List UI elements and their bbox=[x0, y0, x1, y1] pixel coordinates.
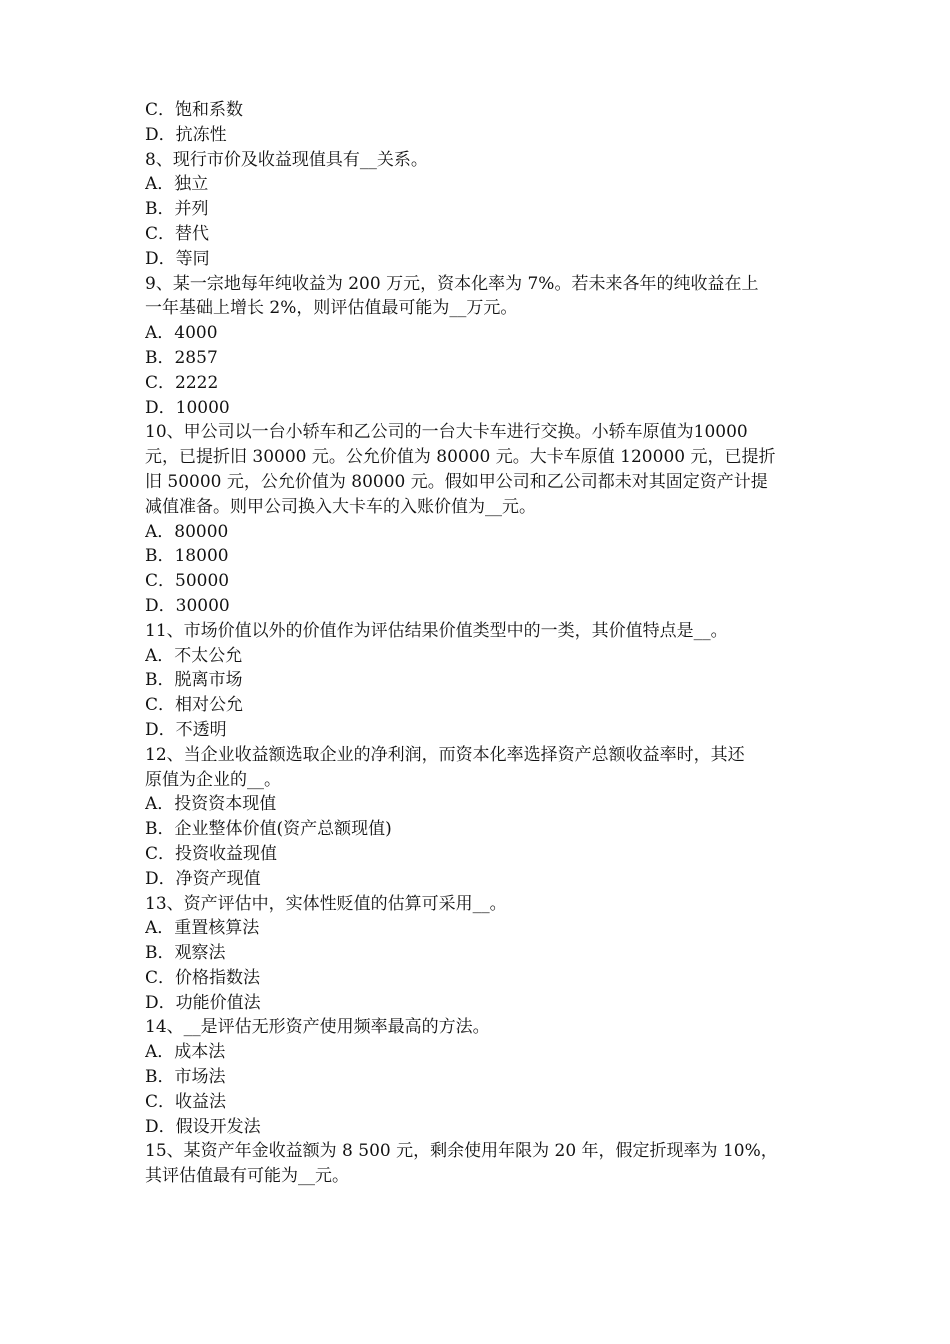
text-line: C．投资收益现值 bbox=[145, 843, 278, 864]
text-line: 12、当企业收益额选取企业的净利润，而资本化率选择资产总额收益率时，其还 bbox=[145, 744, 745, 765]
text-line: B．2857 bbox=[145, 347, 218, 368]
text-line: 旧 50000 元，公允价值为 80000 元。假如甲公司和乙公司都未对其固定资产计提 bbox=[145, 471, 768, 492]
text-line: B．脱离市场 bbox=[145, 670, 243, 691]
text-line: C．50000 bbox=[145, 571, 230, 592]
text-line: A．成本法 bbox=[145, 1042, 226, 1063]
text-line: A．独立 bbox=[145, 174, 209, 195]
text-line: D．等同 bbox=[145, 248, 210, 269]
text-line: C．价格指数法 bbox=[145, 967, 261, 988]
text-line: C．2222 bbox=[145, 372, 219, 393]
text-line: 15、某资产年金收益额为 8 500 元，剩余使用年限为 20 年，假定折现率为 10%， bbox=[145, 1141, 778, 1162]
text-line: B．并列 bbox=[145, 199, 209, 220]
text-line: 一年基础上增长 2%，则评估值最可能为__万元。 bbox=[145, 298, 518, 319]
text-line: D．不透明 bbox=[145, 719, 227, 740]
text-line: A．投资资本现值 bbox=[145, 794, 277, 815]
text-line: 14、__是评估无形资产使用频率最高的方法。 bbox=[145, 1017, 490, 1038]
text-line: 11、市场价值以外的价值作为评估结果价值类型中的一类，其价值特点是__。 bbox=[145, 620, 728, 641]
text-line: D．抗冻性 bbox=[145, 124, 227, 145]
text-line: A．4000 bbox=[145, 323, 218, 344]
text-line: 其评估值最有可能为__元。 bbox=[145, 1166, 349, 1187]
text-line: B．18000 bbox=[145, 546, 229, 567]
text-line: 原值为企业的__。 bbox=[145, 769, 281, 790]
text-line: D．净资产现值 bbox=[145, 868, 261, 889]
text-line: C．饱和系数 bbox=[145, 100, 244, 120]
text-line: 8、现行市价及收益现值具有__关系。 bbox=[145, 149, 428, 170]
text-line: D．30000 bbox=[145, 595, 230, 616]
text-line: A．重置核算法 bbox=[145, 918, 260, 939]
text-line: C．替代 bbox=[145, 223, 210, 244]
text-line: C．相对公允 bbox=[145, 695, 244, 716]
text-line: 10、甲公司以一台小轿车和乙公司的一台大卡车进行交换。小轿车原值为10000 bbox=[145, 422, 748, 443]
text-line: D．10000 bbox=[145, 397, 230, 418]
document-body bbox=[145, 98, 810, 1189]
text-line: A．不太公允 bbox=[145, 645, 243, 666]
text-line: B．市场法 bbox=[145, 1067, 226, 1088]
text-line: 13、资产评估中，实体性贬值的估算可采用__。 bbox=[145, 893, 507, 914]
text-line: D．假设开发法 bbox=[145, 1116, 261, 1137]
text-line: B．企业整体价值(资产总额现值) bbox=[145, 819, 392, 840]
text-line: 元，已提折旧 30000 元。公允价值为 80000 元。大卡车原值 120000 元，已提折 bbox=[145, 447, 776, 468]
text-line: D．功能价值法 bbox=[145, 992, 261, 1013]
text-line: 9、某一宗地每年纯收益为 200 万元，资本化率为 7%。若未来各年的纯收益在上 bbox=[145, 273, 759, 294]
text-line: A．80000 bbox=[145, 521, 229, 542]
text-line: B．观察法 bbox=[145, 943, 226, 964]
text-line: C．收益法 bbox=[145, 1091, 227, 1112]
text-line: 减值准备。则甲公司换入大卡车的入账价值为__元。 bbox=[145, 496, 536, 517]
